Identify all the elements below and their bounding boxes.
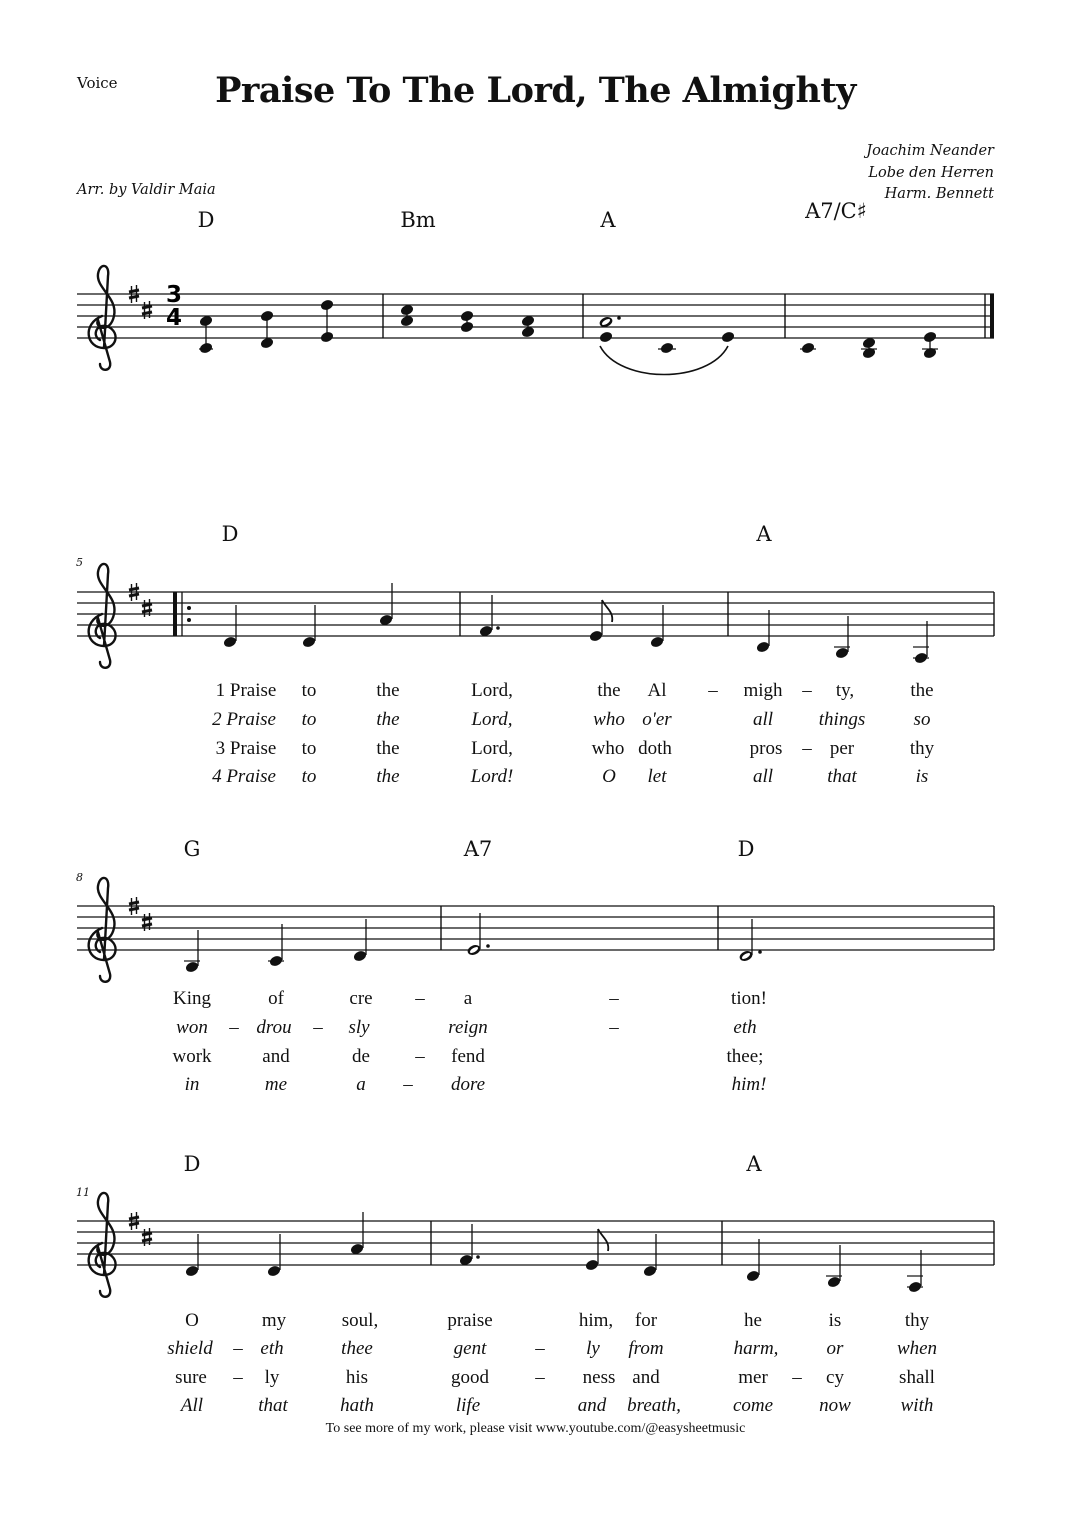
lyric-syllable: migh xyxy=(743,680,783,701)
lyric-syllable: Lord, xyxy=(471,738,513,759)
lyric-syllable: and xyxy=(577,1395,607,1416)
lyric-syllable: the xyxy=(376,738,400,759)
lyric-syllable: my xyxy=(261,1310,287,1331)
lyric-syllable: doth xyxy=(638,738,672,759)
chord-symbol: Bm xyxy=(400,208,436,232)
lyric-syllable: that xyxy=(258,1395,288,1416)
credit-harmony: Harm. Bennett xyxy=(884,186,994,202)
lyric-syllable: when xyxy=(896,1338,938,1359)
chord-symbol: A xyxy=(600,208,616,232)
credit-author: Joachim Neander xyxy=(866,143,994,159)
lyric-hyphen: – xyxy=(415,1046,425,1067)
lyric-syllable: thy xyxy=(904,1310,930,1331)
lyric-syllable: all xyxy=(752,766,774,787)
lyric-syllable: he xyxy=(744,1310,762,1331)
lyric-syllable: mer xyxy=(738,1367,768,1388)
arranger: Arr. by Valdir Maia xyxy=(77,182,216,198)
lyric-syllable: the xyxy=(376,680,400,701)
chord-symbol: G xyxy=(183,837,201,861)
lyric-syllable: things xyxy=(818,709,866,730)
chord-symbol: A xyxy=(756,522,772,546)
lyric-syllable: who xyxy=(593,709,625,730)
lyric-hyphen: – xyxy=(708,680,718,701)
lyric-syllable: and xyxy=(262,1046,290,1067)
lyric-syllable: o'er xyxy=(642,709,672,730)
lyric-hyphen: – xyxy=(802,738,812,759)
lyric-syllable: ly xyxy=(586,1338,600,1359)
lyric-syllable: to xyxy=(301,709,317,730)
lyric-syllable: work xyxy=(172,1046,212,1067)
lyric-syllable: Al xyxy=(647,680,667,701)
svg-text:3: 3 xyxy=(166,282,183,308)
lyric-syllable: shall xyxy=(899,1367,935,1388)
lyric-syllable: 2 Praise xyxy=(212,709,276,730)
lyric-syllable: the xyxy=(910,680,934,701)
lyric-syllable: cy xyxy=(826,1367,844,1388)
lyric-syllable: ly xyxy=(264,1367,280,1388)
lyric-hyphen: – xyxy=(313,1017,323,1038)
lyric-syllable: life xyxy=(455,1395,481,1416)
lyric-syllable: ness xyxy=(582,1367,616,1388)
lyric-syllable: his xyxy=(345,1367,369,1388)
lyric-syllable: is xyxy=(828,1310,842,1331)
chord-symbol: A7 xyxy=(463,837,493,861)
lyric-syllable: harm, xyxy=(733,1338,779,1359)
lyric-syllable: gent xyxy=(453,1338,487,1359)
lyric-syllable: Lord, xyxy=(471,680,513,701)
lyric-syllable: me xyxy=(264,1074,288,1095)
chord-symbol: A7/C♯ xyxy=(805,199,867,223)
lyric-syllable: with xyxy=(900,1395,934,1416)
lyric-syllable: thee; xyxy=(726,1046,764,1067)
lyric-hyphen: – xyxy=(233,1338,243,1359)
lyric-hyphen: – xyxy=(802,680,812,701)
lyric-hyphen: – xyxy=(415,988,425,1009)
lyric-syllable: to xyxy=(301,680,317,701)
lyric-syllable: the xyxy=(376,766,400,787)
lyric-hyphen: – xyxy=(792,1367,802,1388)
lyric-syllable: for xyxy=(634,1310,658,1331)
lyric-syllable: pros xyxy=(749,738,783,759)
lyric-syllable: 1 Praise xyxy=(215,680,277,701)
credit-tune: Lobe den Herren xyxy=(868,165,994,181)
lyric-hyphen: – xyxy=(233,1367,243,1388)
staff-system-1 xyxy=(77,266,994,375)
measure-number: 8 xyxy=(76,871,83,884)
lyric-syllable: tion! xyxy=(731,988,767,1009)
lyric-hyphen: – xyxy=(609,1017,619,1038)
lyric-syllable: dore xyxy=(450,1074,486,1095)
lyric-syllable: let xyxy=(647,766,667,787)
chord-symbol: D xyxy=(197,208,215,232)
lyric-syllable: a xyxy=(463,988,473,1009)
chord-symbol: D xyxy=(183,1152,201,1176)
chord-symbol: A xyxy=(746,1152,762,1176)
lyric-syllable: fend xyxy=(451,1046,485,1067)
lyric-syllable: eth xyxy=(260,1338,284,1359)
lyric-syllable: 4 Praise xyxy=(212,766,276,787)
lyric-syllable: from xyxy=(628,1338,664,1359)
lyric-syllable: 3 Praise xyxy=(215,738,277,759)
lyric-syllable: a xyxy=(356,1074,366,1095)
lyric-syllable: hath xyxy=(340,1395,374,1416)
lyric-syllable: all xyxy=(752,709,774,730)
lyric-hyphen: – xyxy=(403,1074,413,1095)
lyric-hyphen: – xyxy=(609,988,619,1009)
lyric-syllable: drou xyxy=(256,1017,292,1038)
lyric-syllable: All xyxy=(180,1395,204,1416)
footer-note: To see more of my work, please visit www.youtube.com/@easysheetmusic xyxy=(325,1421,746,1436)
measure-number: 11 xyxy=(76,1186,90,1199)
lyric-syllable: the xyxy=(597,680,621,701)
lyric-syllable: thy xyxy=(909,738,935,759)
lyric-syllable: so xyxy=(913,709,931,730)
lyric-syllable: soul, xyxy=(341,1310,379,1331)
lyric-syllable: of xyxy=(268,988,284,1009)
lyric-syllable: King xyxy=(173,988,211,1009)
lyric-syllable: sly xyxy=(348,1017,370,1038)
lyric-syllable: good xyxy=(451,1367,489,1388)
lyric-syllable: that xyxy=(827,766,857,787)
staff-system-2 xyxy=(77,564,994,668)
song-title: Praise To The Lord, The Almighty xyxy=(215,70,856,111)
lyric-syllable: the xyxy=(376,709,400,730)
lyric-syllable: is xyxy=(915,766,929,787)
lyric-syllable: now xyxy=(819,1395,851,1416)
lyric-syllable: come xyxy=(732,1395,774,1416)
lyric-syllable: de xyxy=(352,1046,370,1067)
lyric-syllable: ty, xyxy=(835,680,855,701)
lyric-syllable: to xyxy=(301,738,317,759)
lyric-syllable: thee xyxy=(341,1338,373,1359)
lyric-syllable: eth xyxy=(733,1017,757,1038)
lyric-syllable: and xyxy=(632,1367,660,1388)
lyric-syllable: Lord! xyxy=(470,766,514,787)
lyric-syllable: won xyxy=(176,1017,208,1038)
lyric-syllable: Lord, xyxy=(471,709,513,730)
lyric-syllable: or xyxy=(826,1338,844,1359)
lyric-syllable: praise xyxy=(447,1310,493,1331)
lyric-syllable: in xyxy=(184,1074,200,1095)
lyric-syllable: to xyxy=(301,766,317,787)
lyric-hyphen: – xyxy=(535,1338,545,1359)
part-name: Voice xyxy=(77,74,118,92)
lyric-syllable: sure xyxy=(175,1367,207,1388)
lyric-syllable: cre xyxy=(349,988,373,1009)
chord-symbol: D xyxy=(737,837,755,861)
staff-system-3 xyxy=(77,878,994,982)
svg-text:4: 4 xyxy=(166,305,183,331)
measure-number: 5 xyxy=(76,556,83,569)
lyric-syllable: per xyxy=(829,738,855,759)
lyric-syllable: breath, xyxy=(627,1395,681,1416)
lyric-syllable: O xyxy=(602,766,616,787)
lyric-syllable: who xyxy=(591,738,625,759)
chord-symbol: D xyxy=(221,522,239,546)
lyric-syllable: him, xyxy=(578,1310,614,1331)
lyric-syllable: O xyxy=(185,1310,199,1331)
staff-system-4 xyxy=(77,1193,994,1297)
lyric-syllable: him! xyxy=(731,1074,767,1095)
lyric-hyphen: – xyxy=(229,1017,239,1038)
lyric-syllable: reign xyxy=(448,1017,488,1038)
lyric-hyphen: – xyxy=(535,1367,545,1388)
lyric-syllable: shield xyxy=(167,1338,213,1359)
